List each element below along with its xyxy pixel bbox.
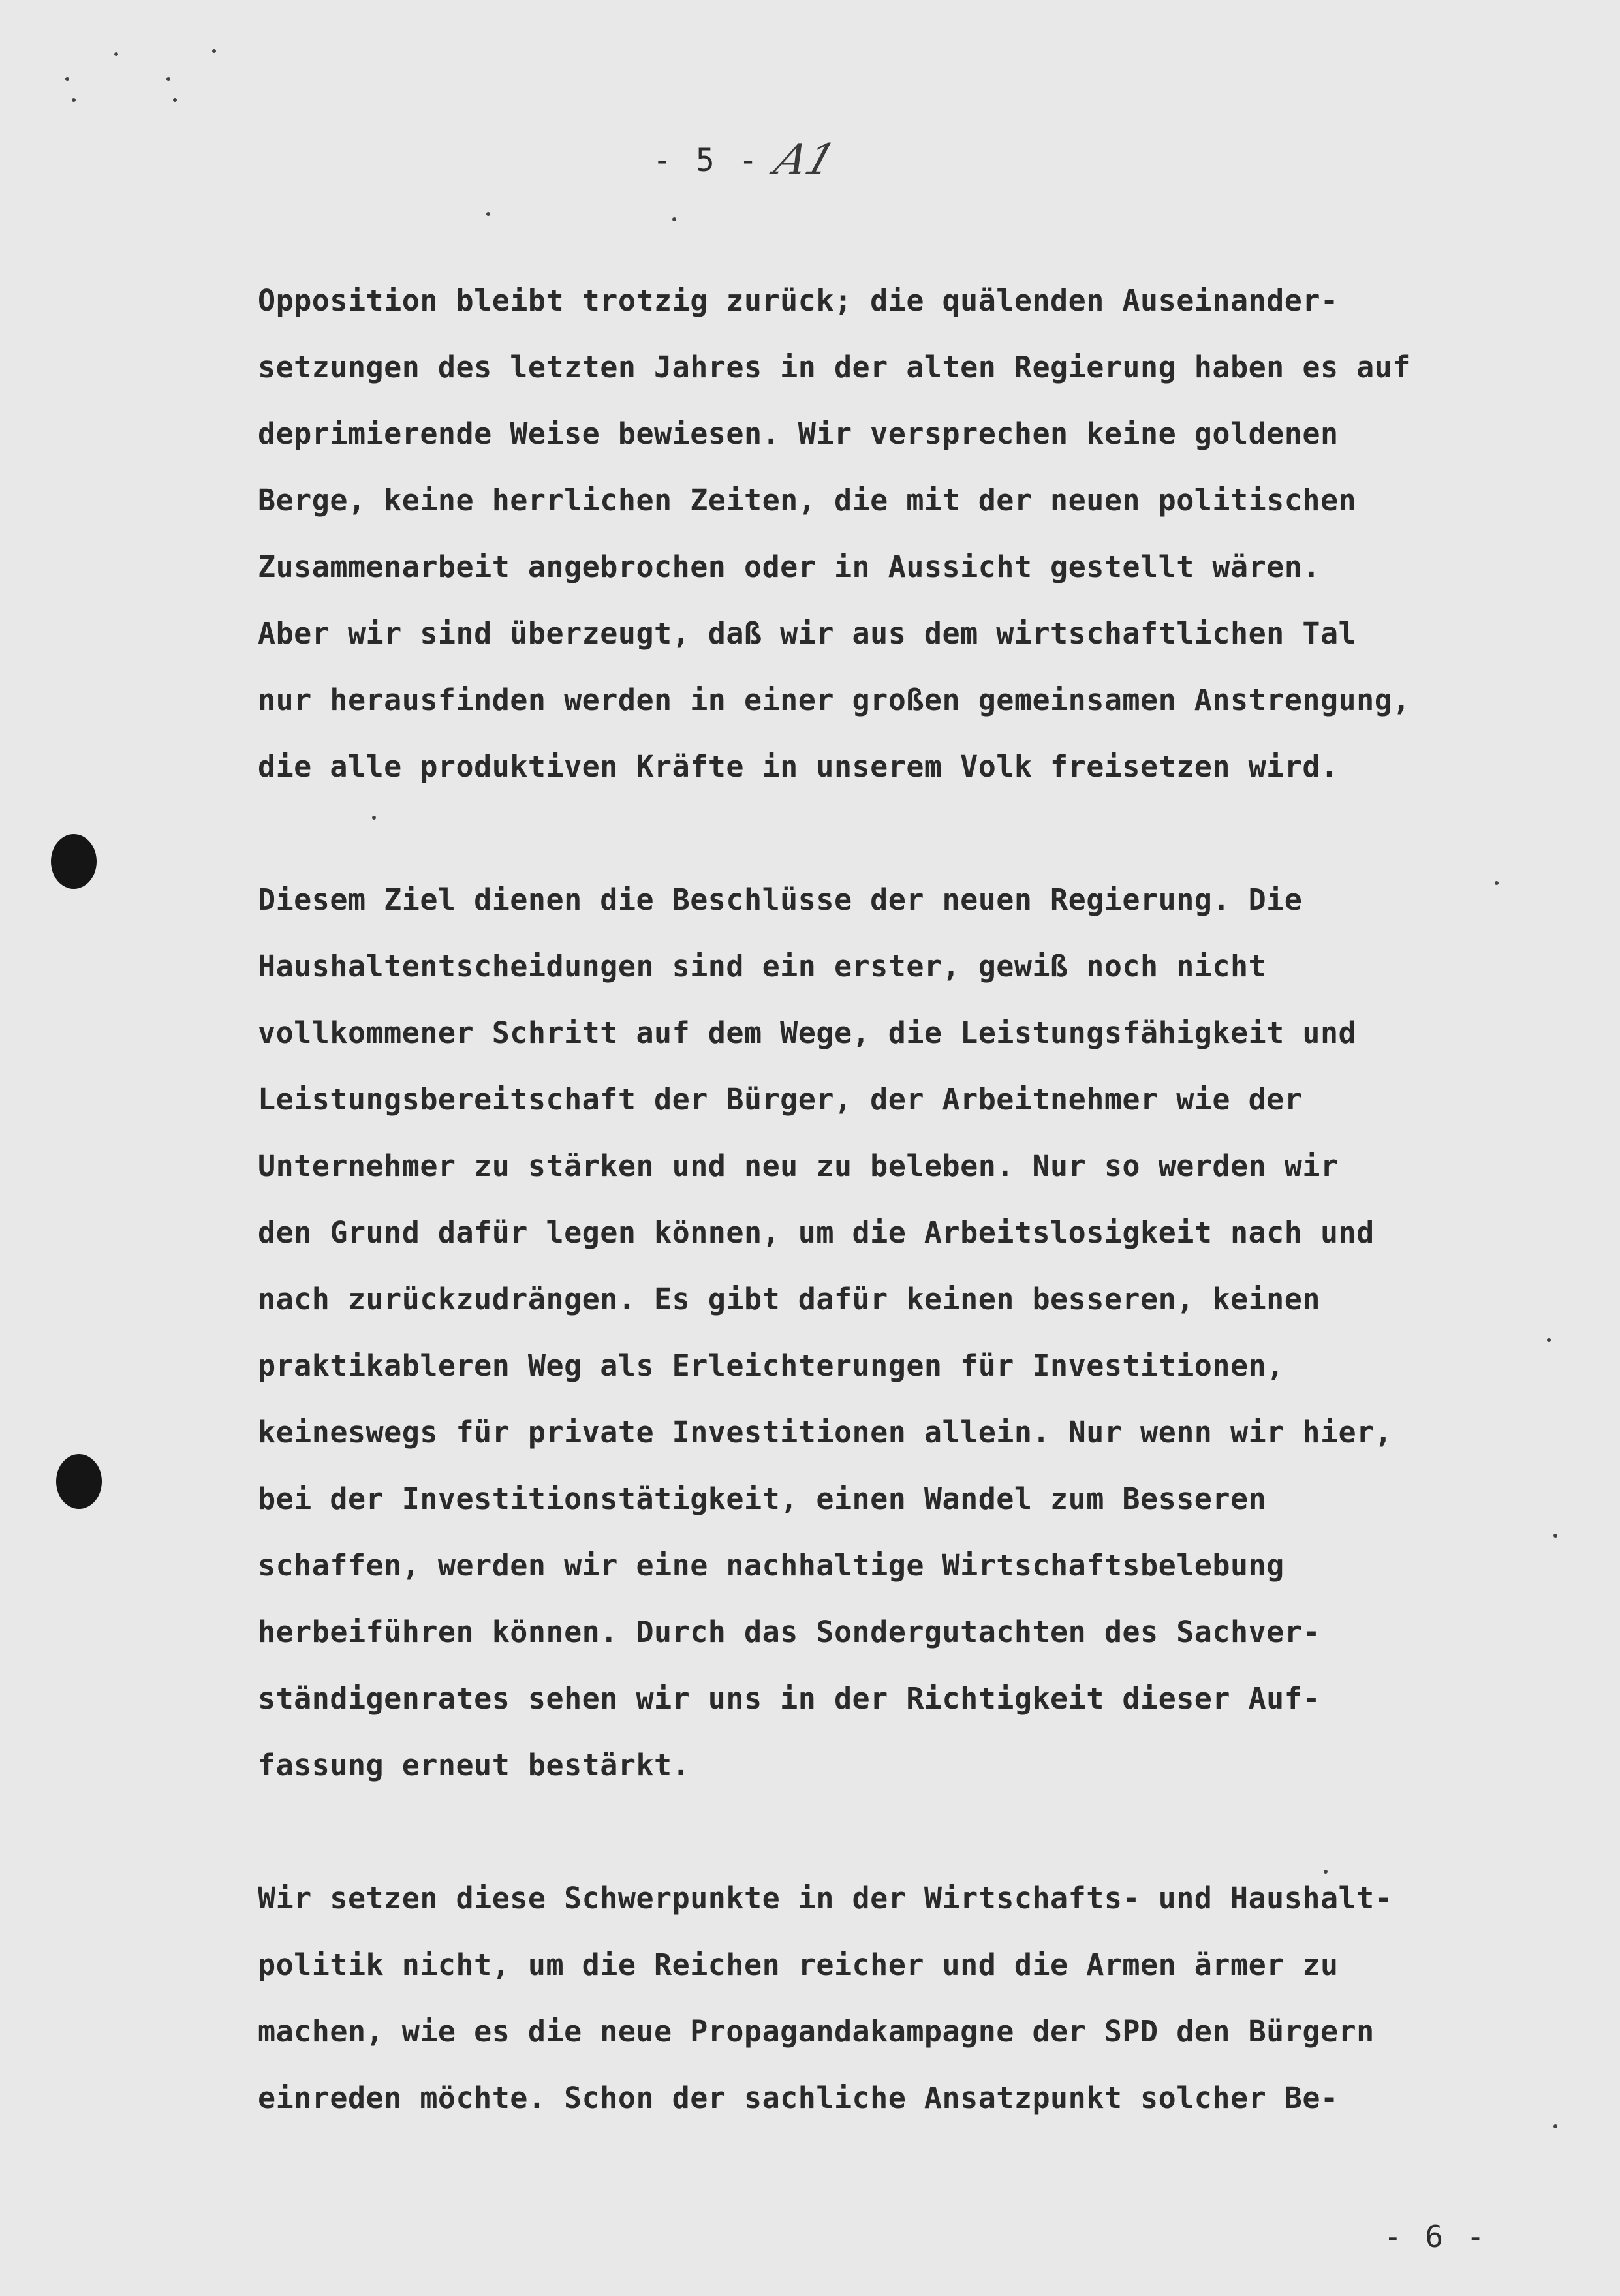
text-line: den Grund dafür legen können, um die Arbeitslosigkeit nach und: [258, 1215, 1375, 1250]
text-line: Leistungsbereitschaft der Bürger, der Arbeitnehmer wie der: [258, 1082, 1303, 1117]
speck: [672, 217, 676, 221]
text-line: Aber wir sind überzeugt, daß wir aus dem wirtschaftlichen Tal: [258, 616, 1357, 651]
speck: [114, 52, 118, 56]
text-line: Diesem Ziel dienen die Beschlüsse der neuen Regierung. Die: [258, 882, 1303, 917]
speck: [212, 49, 216, 53]
speck: [486, 212, 490, 216]
text-line: Unternehmer zu stärken und neu zu beleben. Nur so werden wir: [258, 1149, 1339, 1183]
text-line: setzungen des letzten Jahres in der alten Regierung haben es auf: [258, 350, 1410, 384]
text-line: nach zurückzudrängen. Es gibt dafür keinen besseren, keinen: [258, 1282, 1320, 1316]
text-line: Haushaltentscheidungen sind ein erster, gewiß noch nicht: [258, 949, 1267, 984]
paragraph-gap: [258, 800, 1563, 867]
text-line: deprimierende Weise bewiesen. Wir versprechen keine goldenen: [258, 416, 1339, 451]
text-line: die alle produktiven Kräfte in unserem Volk freisetzen wird.: [258, 749, 1339, 784]
body-text: [258, 268, 1563, 2132]
page-number: - 5 -: [653, 142, 760, 179]
speck: [65, 77, 69, 81]
text-line: Berge, keine herrlichen Zeiten, die mit der neuen politischen: [258, 483, 1357, 518]
speck: [166, 77, 170, 81]
text-line: einreden möchte. Schon der sachliche Ansatzpunkt solcher Be-: [258, 2081, 1339, 2115]
text-line: politik nicht, um die Reichen reicher und die Armen ärmer zu: [258, 1947, 1339, 1982]
text-line: praktikableren Weg als Erleichterungen für Investitionen,: [258, 1348, 1285, 1383]
text-line: ständigenrates sehen wir uns in der Richtigkeit dieser Auf-: [258, 1681, 1320, 1716]
speck: [173, 98, 177, 102]
paragraph-gap: [258, 1799, 1563, 1865]
text-line: schaffen, werden wir eine nachhaltige Wirtschaftsbelebung: [258, 1548, 1285, 1583]
text-line: nur herausfinden werden in einer großen gemeinsamen Anstrengung,: [258, 683, 1410, 717]
text-line: Opposition bleibt trotzig zurück; die quälenden Auseinander-: [258, 283, 1339, 318]
handwritten-annotation: A1: [768, 136, 841, 184]
text-line: fassung erneut bestärkt.: [258, 1748, 691, 1782]
text-line: keineswegs für private Investitionen allein. Nur wenn wir hier,: [258, 1415, 1393, 1450]
next-page-indicator: - 6 -: [1384, 2219, 1488, 2254]
speck: [72, 98, 76, 102]
text-line: Zusammenarbeit angebrochen oder in Aussicht gestellt wären.: [258, 550, 1320, 584]
text-line: Wir setzen diese Schwerpunkte in der Wirtschafts- und Haushalt-: [258, 1881, 1393, 1916]
punch-hole-bottom: [56, 1454, 102, 1509]
text-line: herbeiführen können. Durch das Sondergutachten des Sachver-: [258, 1615, 1320, 1649]
punch-hole-top: [51, 834, 97, 889]
text-line: bei der Investitionstätigkeit, einen Wandel zum Besseren: [258, 1482, 1267, 1516]
text-line: vollkommener Schritt auf dem Wege, die Leistungsfähigkeit und: [258, 1016, 1357, 1050]
text-line: machen, wie es die neue Propagandakampagne der SPD den Bürgern: [258, 2014, 1375, 2049]
